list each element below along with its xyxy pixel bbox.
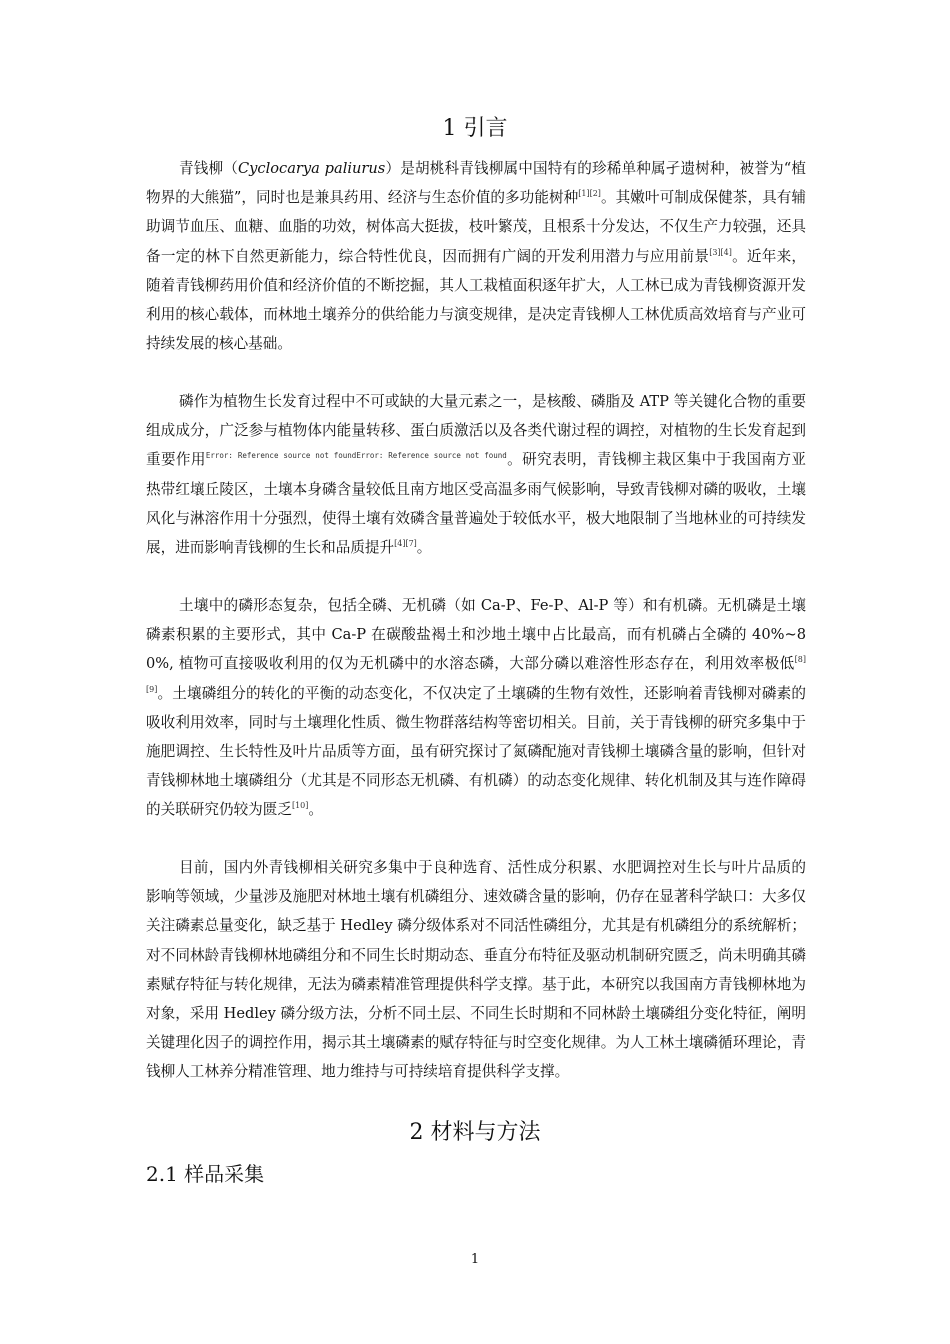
section-heading-materials-methods: 2 材料与方法 bbox=[409, 1120, 541, 1145]
paragraph-3-text-c: 。 bbox=[308, 801, 323, 819]
paragraph-2-text-c: 。 bbox=[416, 539, 432, 557]
latin-name: Cyclocarya paliurus bbox=[238, 160, 386, 177]
paragraph-1 bbox=[146, 154, 806, 358]
paragraph-2 bbox=[146, 387, 806, 562]
paragraph-2-text-a: 磷作为植物生长发育过程中不可或缺的大量元素之一，是核酸、磷脂及 ATP 等关键化合物的重要组成成分，广泛参与植物体内能量转移、蛋白质激活以及各类代谢过程的调控，对植物的生长发育起到重要作用 bbox=[146, 393, 806, 469]
paragraph-2-text-b: 。研究表明，青钱柳主栽区集中于我国南方亚热带红壤丘陵区，土壤本身磷含量较低且南方地区受高温多雨气候影响，导致青钱柳对磷的吸收，土壤风化与淋溶作用十分强烈，使得土壤有效磷含量普遍处于较低水平，极大地限制了当地林业的可持续发展，进而影响青钱柳的生长和品质提升 bbox=[146, 451, 806, 557]
section-heading-introduction: 1 引言 bbox=[442, 116, 508, 141]
citation[interactable]: [8][9] bbox=[146, 655, 806, 694]
paragraph-1-text-d: 。近年来，随着青钱柳药用价值和经济价值的不断挖掘，其人工栽植面积逐年扩大，人工林已成为青钱柳资源开发利用的核心载体，而林地土壤养分的供给能力与演变规律，是决定青钱柳人工林优质高效培育与产业可持续发展的核心基础。 bbox=[146, 247, 806, 353]
paragraph-1-text-c: 。其嫩叶可制成保健茶，具有辅助调节血压、血糖、血脂的功效，树体高大挺拔，枝叶繁茂，且根系十分发达，不仅生产力较强，还具备一定的林下自然更新能力，综合特性优良，因而拥有广阔的开发利用潜力与应用前景 bbox=[146, 189, 806, 265]
citation[interactable]: [4][7] bbox=[394, 539, 417, 549]
reference-error-note: Error: Reference source not foundError: Reference source not found bbox=[205, 451, 507, 461]
paragraph-3-text-a: 土壤中的磷形态复杂，包括全磷、无机磷（如 Ca-P、Fe-P、Al-P 等）和有机磷。无机磷是土壤磷素积累的主要形式，其中 Ca-P 在碳酸盐褐土和沙地土壤中占比最高，而有机磷占全磷的 40%~80%, 植物可直接吸收利用的仅为无机磷中的水溶态磷，大部分磷以难溶性形态存在，利用效率极低 bbox=[146, 597, 806, 673]
citation[interactable]: [3][4] bbox=[709, 247, 732, 257]
paragraph-3-text-b: 。土壤磷组分的转化的平衡的动态变化，不仅决定了土壤磷的生物有效性，还影响着青钱柳对磷素的吸收利用效率，同时与土壤理化性质、微生物群落结构等密切相关。目前，关于青钱柳的研究多集中于施肥调控、生长特性及叶片品质等方面，虽有研究探讨了氮磷配施对青钱柳土壤磷含量的影响，但针对青钱柳林地土壤磷组分（尤其是不同形态无机磷、有机磷）的动态变化规律、转化机制及其与连作障碍的关联研究仍较为匮乏 bbox=[146, 684, 806, 819]
paragraph-4: 目前，国内外青钱柳相关研究多集中于良种选育、活性成分积累、水肥调控对生长与叶片品质的影响等领域，少量涉及施肥对林地土壤有机磷组分、速效磷含量的影响，仍存在显著科学缺口：大多仅关注磷素总量变化，缺乏基于 Hedley 磷分级体系对不同活性磷组分，尤其是有机磷组分的系统解析；对不同林龄青钱柳林地磷组分和不同生长时期动态、垂直分布特征及驱动机制研究匮乏，尚未明确其磷素赋存特征与转化规律，无法为磷素精准管理提供科学支撑。基于此，本研究以我国南方青钱柳林地为对象，采用 Hedley 磷分级方法，分析不同土层、不同生长时期和不同林龄土壤磷组分变化特征，阐明关键理化因子的调控作用，揭示其土壤磷素的赋存特征与时空变化规律。为人工林土壤磷循环理论，青钱柳人工林养分精准管理、地力维持与可持续培育提供科学支撑。 bbox=[146, 859, 806, 1081]
paragraph-3 bbox=[146, 591, 806, 825]
subsection-heading-sampling: 2.1 样品采集 bbox=[146, 1162, 265, 1186]
page-number: 1 bbox=[470, 1252, 480, 1267]
citation[interactable]: [10] bbox=[291, 801, 309, 811]
citation[interactable]: [1][2] bbox=[578, 189, 601, 199]
paragraph-1-text-a: 青钱柳（ bbox=[179, 160, 239, 177]
paragraph-1-text-b: ）是胡桃科青钱柳属中国特有的珍稀单种属孑遗树种，被誉为“植物界的大熊猫”，同时也是兼具药用、经济与生态价值的多功能树种 bbox=[146, 160, 806, 207]
